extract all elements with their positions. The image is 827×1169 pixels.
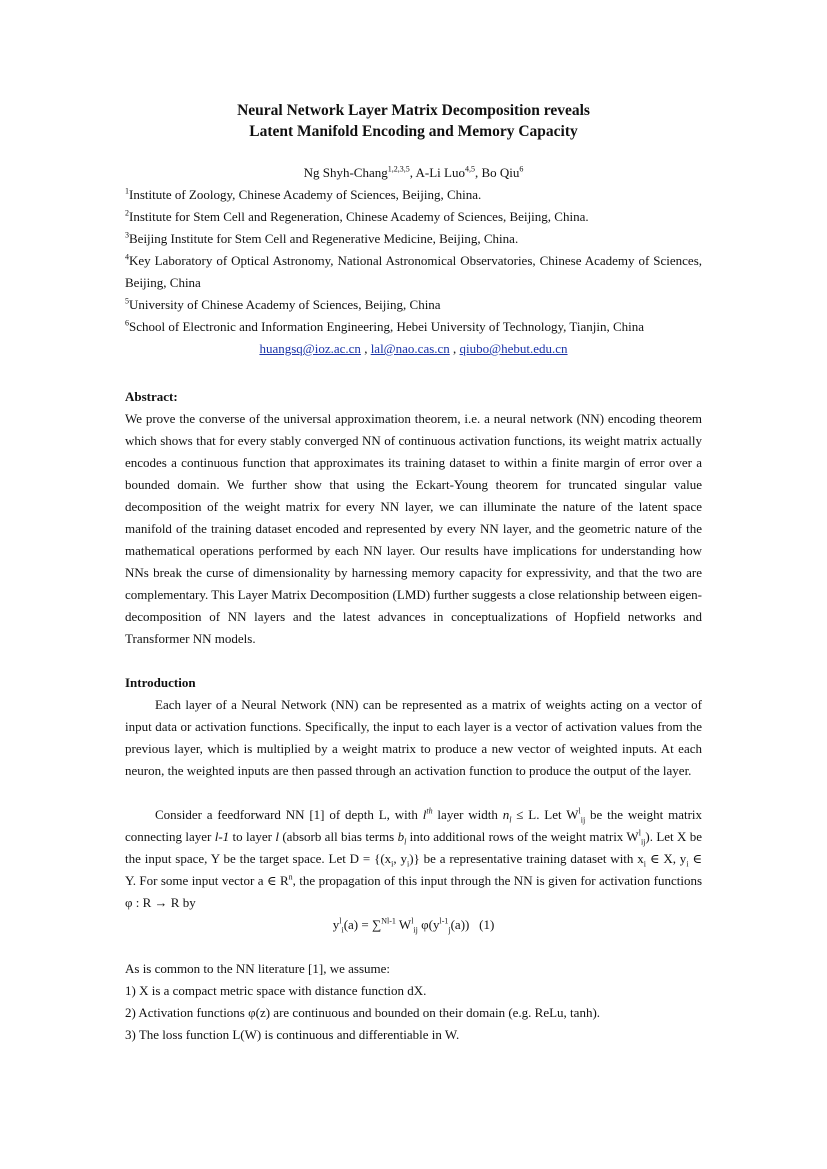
superscript: l — [411, 916, 414, 926]
superscript: n — [288, 872, 293, 882]
superscript: l-1 — [439, 916, 449, 926]
text-run: , the propagation of this input through the NN is given for activation functions φ : R → R by — [125, 873, 702, 910]
paper-content — [125, 100, 702, 1046]
text-run: Consider a feedforward NN [1] of depth L, with — [155, 807, 423, 822]
spacer — [125, 936, 702, 958]
affiliation — [125, 250, 702, 294]
author-affiliation-marker: 1,2,3,5 — [387, 164, 410, 174]
affiliation-number: 3 — [125, 230, 129, 240]
affiliation-number: 6 — [125, 318, 129, 328]
affiliation — [125, 206, 702, 228]
introduction-heading: Introduction — [125, 675, 196, 690]
text-run: ≤ L. Let W — [511, 807, 579, 822]
text-run: ∈ X, y — [646, 851, 687, 866]
text-run: (a)) — [450, 917, 470, 932]
author-separator: , — [474, 165, 482, 180]
paper-title — [125, 100, 702, 142]
subscript: ij — [413, 925, 418, 935]
affiliation-text: Beijing Institute for Stem Cell and Regenerative Medicine, Beijing, China. — [129, 231, 519, 246]
text-run: be the weight matrix connecting layer — [125, 807, 703, 844]
assumptions-intro: As is common to the NN literature [1], we assume: — [125, 961, 390, 976]
text-run: into additional rows of the weight matrix W — [406, 829, 639, 844]
math-symbol: b — [397, 829, 405, 844]
affiliation-text: Institute for Stem Cell and Regeneration, Chinese Academy of Sciences, Beijing, China. — [129, 209, 589, 224]
text-run: )} be a representative training dataset with x — [409, 851, 644, 866]
affiliation — [125, 316, 702, 338]
author — [481, 165, 523, 180]
author-separator: , — [409, 165, 416, 180]
text-run: ∈ Y. For some input vector a ∈ R — [125, 851, 703, 888]
author-name: Ng Shyh-Chang — [303, 165, 388, 180]
author-name: Bo Qiu — [481, 165, 520, 180]
spacer — [125, 782, 702, 804]
text-run: to layer — [229, 829, 276, 844]
email-link[interactable]: huangsq@ioz.ac.cn — [259, 341, 361, 356]
title-line-2: Latent Manifold Encoding and Memory Capacity — [249, 123, 578, 140]
abstract-heading: Abstract: — [125, 389, 178, 404]
superscript: l — [578, 806, 581, 816]
subscript: i — [686, 859, 689, 869]
superscript: Nl-1 — [381, 916, 396, 926]
intro-paragraph-1: Each layer of a Neural Network (NN) can be represented as a matrix of weights acting on a vector of input data or activation functions. Specifically, the input to each layer is a vector of activation values from the previous layer, which is multiplied by a weight matrix to produce a new vector of weighted inputs. At each neuron, the weighted inputs are then passed through an activation function to produce the output of the layer. — [125, 697, 702, 778]
author-affiliation-marker: 6 — [519, 164, 524, 174]
math-symbol: l-1 — [214, 829, 230, 844]
subscript: ij — [640, 837, 646, 847]
text-run: , y — [393, 851, 407, 866]
math-symbol: W — [395, 917, 412, 932]
spacer — [125, 650, 702, 672]
math-symbol: y — [332, 917, 340, 932]
text-run: ). Let X be the input space, Y be the target space. Let D = {(x — [125, 829, 703, 866]
subscript: i — [406, 859, 410, 869]
email-link[interactable]: qiubo@hebut.edu.cn — [459, 341, 568, 356]
author-affiliation-marker: 4,5 — [464, 164, 475, 174]
email-link[interactable]: lal@nao.cas.cn — [370, 341, 450, 356]
text-run: (a) = ∑ — [343, 917, 382, 932]
text-run: φ(y — [417, 917, 440, 932]
superscript: th — [426, 806, 433, 816]
subscript: ij — [580, 815, 586, 825]
abstract-text: We prove the converse of the universal approximation theorem, i.e. a neural network (NN) encoding theorem which shows that for every stably converged NN of continuous activation functions, its weight matrix actually encodes a continuous function that approximates its training dataset to within a finite margin of error over a bounded domain. We further show that using the Eckart-Young theorem for truncated singular value decomposition of the weight matrix for every NN layer, we can illuminate the nature of the latent space manifold of the training dataset encoded and represented by every NN layer, and the geometric nature of the mathematical operations performed by each NN layer. Our results have implications for understanding how NNs break the curse of dimensionality by harnessing memory capacity for expressivity, and that the two are complementary. This Layer Matrix Decomposition (LMD) further suggests a close relationship between eigen-decomposition of NN layers and the latest advances in conceptualizations of Hopfield networks and Transformer NN models. — [125, 411, 702, 646]
subscript: i — [643, 859, 647, 869]
email-list — [125, 338, 702, 360]
assumption-item: 2) Activation functions φ(z) are continuous and bounded on their domain (e.g. ReLu, tanh). — [125, 1005, 601, 1020]
math-symbol: l — [422, 807, 427, 822]
affiliation-number: 2 — [125, 208, 129, 218]
assumption-item: 1) X is a compact metric space with distance function dX. — [125, 983, 427, 998]
affiliation-number: 5 — [125, 296, 129, 306]
affiliation-text: School of Electronic and Information Engineering, Hebei University of Technology, Tianjin, China — [129, 319, 645, 334]
intro-paragraph-2 — [125, 804, 702, 914]
affiliation-text: Institute of Zoology, Chinese Academy of Sciences, Beijing, China. — [129, 187, 482, 202]
title-line-1: Neural Network Layer Matrix Decomposition reveals — [237, 102, 590, 119]
author-list — [125, 162, 702, 184]
affiliation-number: 1 — [125, 186, 129, 196]
subscript: l — [404, 837, 407, 847]
text-run: (absorb all bias terms — [278, 829, 398, 844]
affiliation-text: University of Chinese Academy of Sciences, Beijing, China — [129, 297, 441, 312]
subscript: i — [341, 925, 344, 935]
math-symbol: l — [275, 829, 279, 844]
equation-number: (1) — [479, 917, 495, 932]
superscript: l — [339, 916, 342, 926]
author — [304, 165, 416, 180]
affiliation — [125, 294, 702, 316]
subscript: i — [391, 859, 394, 869]
author-name: A-Li Luo — [415, 165, 465, 180]
assumption-item: 3) The loss function L(W) is continuous and differentiable in W. — [125, 1027, 460, 1042]
email-separator: , — [360, 341, 371, 356]
author — [416, 165, 482, 180]
superscript: l — [638, 828, 641, 838]
affiliation-text: Key Laboratory of Optical Astronomy, National Astronomical Observatories, Chinese Academy of Sciences, Beijing, China — [125, 253, 702, 290]
math-symbol: n — [502, 807, 510, 822]
equation-1 — [125, 914, 702, 936]
subscript: l — [509, 815, 512, 825]
email-separator: , — [449, 341, 460, 356]
affiliation — [125, 184, 702, 206]
affiliation — [125, 228, 702, 250]
subscript: j — [448, 925, 451, 935]
text-run: layer width — [432, 807, 503, 822]
affiliation-number: 4 — [125, 252, 129, 262]
